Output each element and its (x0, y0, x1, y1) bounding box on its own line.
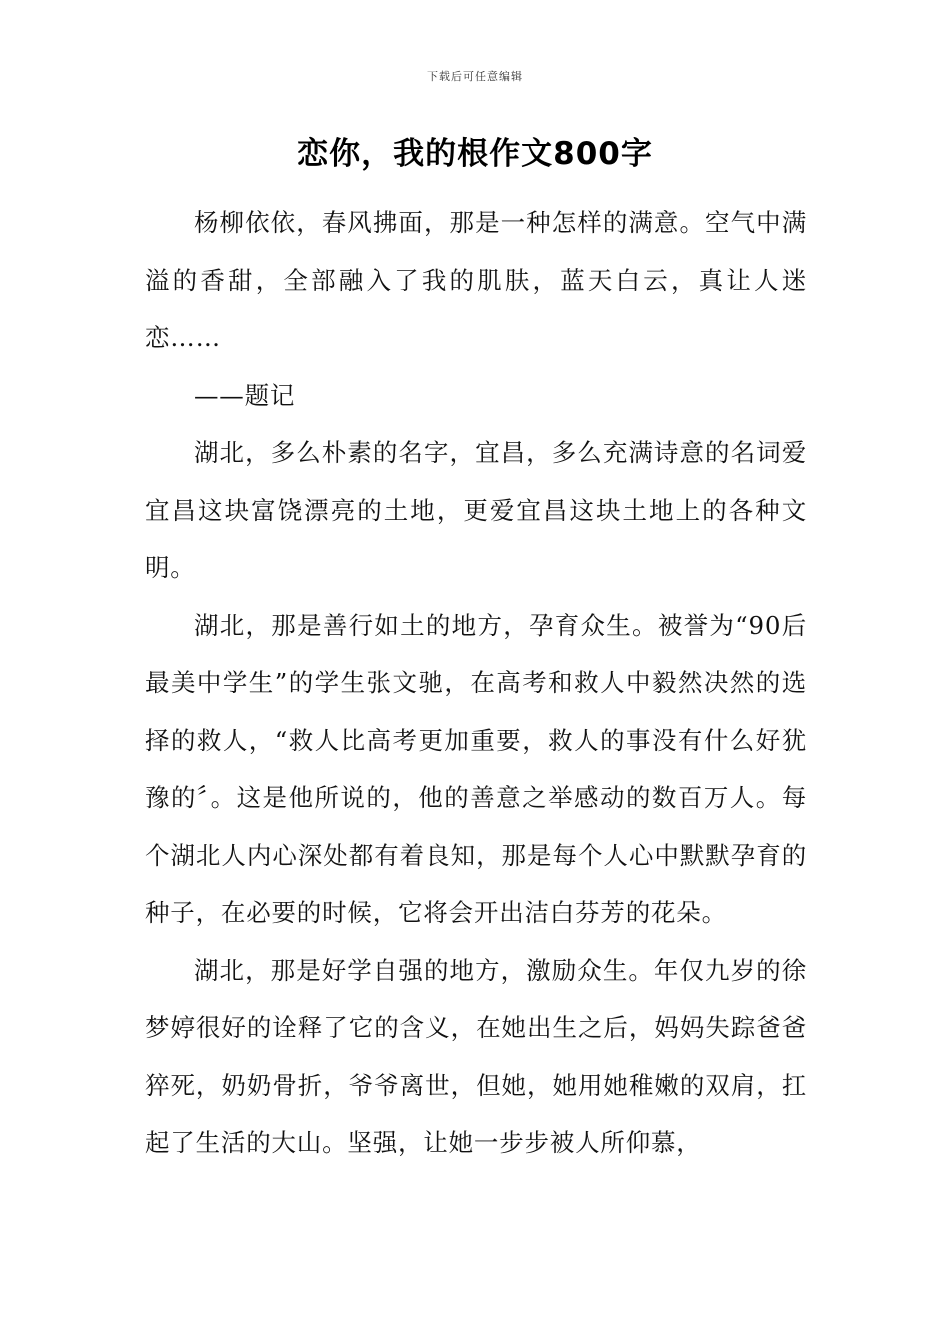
essay-body (145, 194, 807, 1172)
header-note: 下载后可任意编辑 (427, 70, 523, 83)
paragraph-inscription: ——题记 (194, 380, 296, 410)
paragraph-hubei-name: 湖北，多么朴素的名字，宜昌，多么充满诗意的名词爱宜昌这块富饶漂亮的土地，更爱宜昌这块土地上的各种文明。 (145, 438, 807, 582)
paragraph-perseverance: 湖北，那是好学自强的地方，激励众生。年仅九岁的徐梦婷很好的诠释了它的含义，在她出生之后，妈妈失踪爸爸猝死，奶奶骨折，爷爷离世，但她，她用她稚嫩的双肩，扛起了生活的大山。坚强，让她一步步被人所仰慕， (145, 955, 807, 1157)
essay-title: 恋你，我的根作文800字 (297, 136, 653, 172)
paragraph-intro: 杨柳依依，春风拂面，那是一种怎样的满意。空气中满溢的香甜，全部融入了我的肌肤，蓝天白云，真让人迷恋…… (145, 208, 807, 352)
paragraph-kindness: 湖北，那是善行如土的地方，孕育众生。被誉为“90后最美中学生”的学生张文驰，在高考和救人中毅然决然的选择的救人，“救人比高考更加重要，救人的事没有什么好犹豫的〞。这是他所说的，他的善意之举感动的数百万人。每个湖北人内心深处都有着良知，那是每个人心中默默孕育的种子，在必要的时候，它将会开出洁白芬芳的花朵。 (145, 610, 807, 927)
